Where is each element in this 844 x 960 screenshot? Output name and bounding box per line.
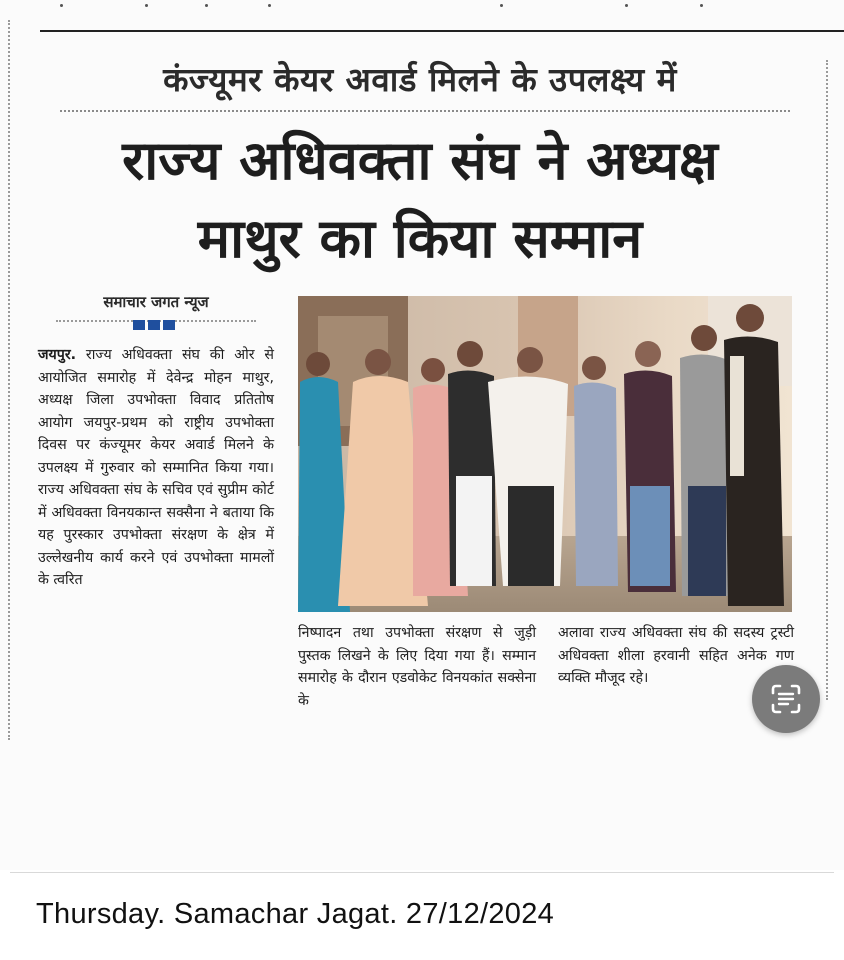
right-dotted-border [826, 60, 828, 700]
text-scan-button[interactable] [752, 665, 820, 733]
group-photo-illustration [298, 296, 792, 612]
top-tick-marks [0, 4, 844, 14]
text-scan-icon [770, 683, 802, 715]
left-dotted-border [8, 20, 10, 740]
top-rule [40, 30, 844, 32]
byline-squares [133, 320, 183, 330]
article-column-3: अलावा राज्य अधिवक्ता संघ की सदस्य ट्रस्टी अधिवक्ता शीला हरवानी सहित अनेक गण व्यक्ति मौजूद रहे। [558, 625, 794, 686]
byline: समाचार जगत न्यूज [103, 293, 209, 311]
main-headline [20, 122, 820, 278]
photo-caption: Thursday. Samachar Jagat. 27/12/2024 [36, 898, 555, 930]
column-1-text: राज्य अधिवक्ता संघ की ओर से आयोजित समारोह में देवेन्द्र मोहन माथुर, अध्यक्ष जिला उपभोक्ता विवाद प्रतितोष आयोग जयपुर-प्रथम को राष्ट्रीय उपभोक्ता दिवस पर कंज्यूमर केयर अवार्ड मिलने के उपलक्ष्य में गुरुवार को सम्मानित किया गया। राज्य अधिवक्ता संघ के सचिव एवं सुप्रीम कोर्ट में अधिवक्ता विनयकान्त सक्सैना ने बताया कि यह पुरस्कार उपभोक्ता संरक्षण के क्षेत्र में उल्लेखनीय कार्य करने एवं उपभोक्ता मामलों के त्वरित [38, 347, 274, 588]
caption-separator [10, 872, 834, 873]
kicker-rule [60, 110, 790, 112]
headline-line-2: माथुर का किया सम्मान [197, 207, 643, 270]
headline-line-1: राज्य अधिवक्ता संघ ने अध्यक्ष [122, 129, 718, 192]
article-column-2: निष्पादन तथा उपभोक्ता संरक्षण से जुड़ी पुस्तक लिखने के लिए दिया गया हैं। सम्मान समारोह के दौरान एडवोकेट विनयकांत सक्सेना के [298, 625, 536, 709]
article-column-1 [38, 344, 274, 592]
kicker-headline: कंज्यूमर केयर अवार्ड मिलने के उपलक्ष्य में [163, 60, 677, 99]
article-photo [298, 296, 792, 612]
dateline: जयपुर. [38, 347, 77, 363]
